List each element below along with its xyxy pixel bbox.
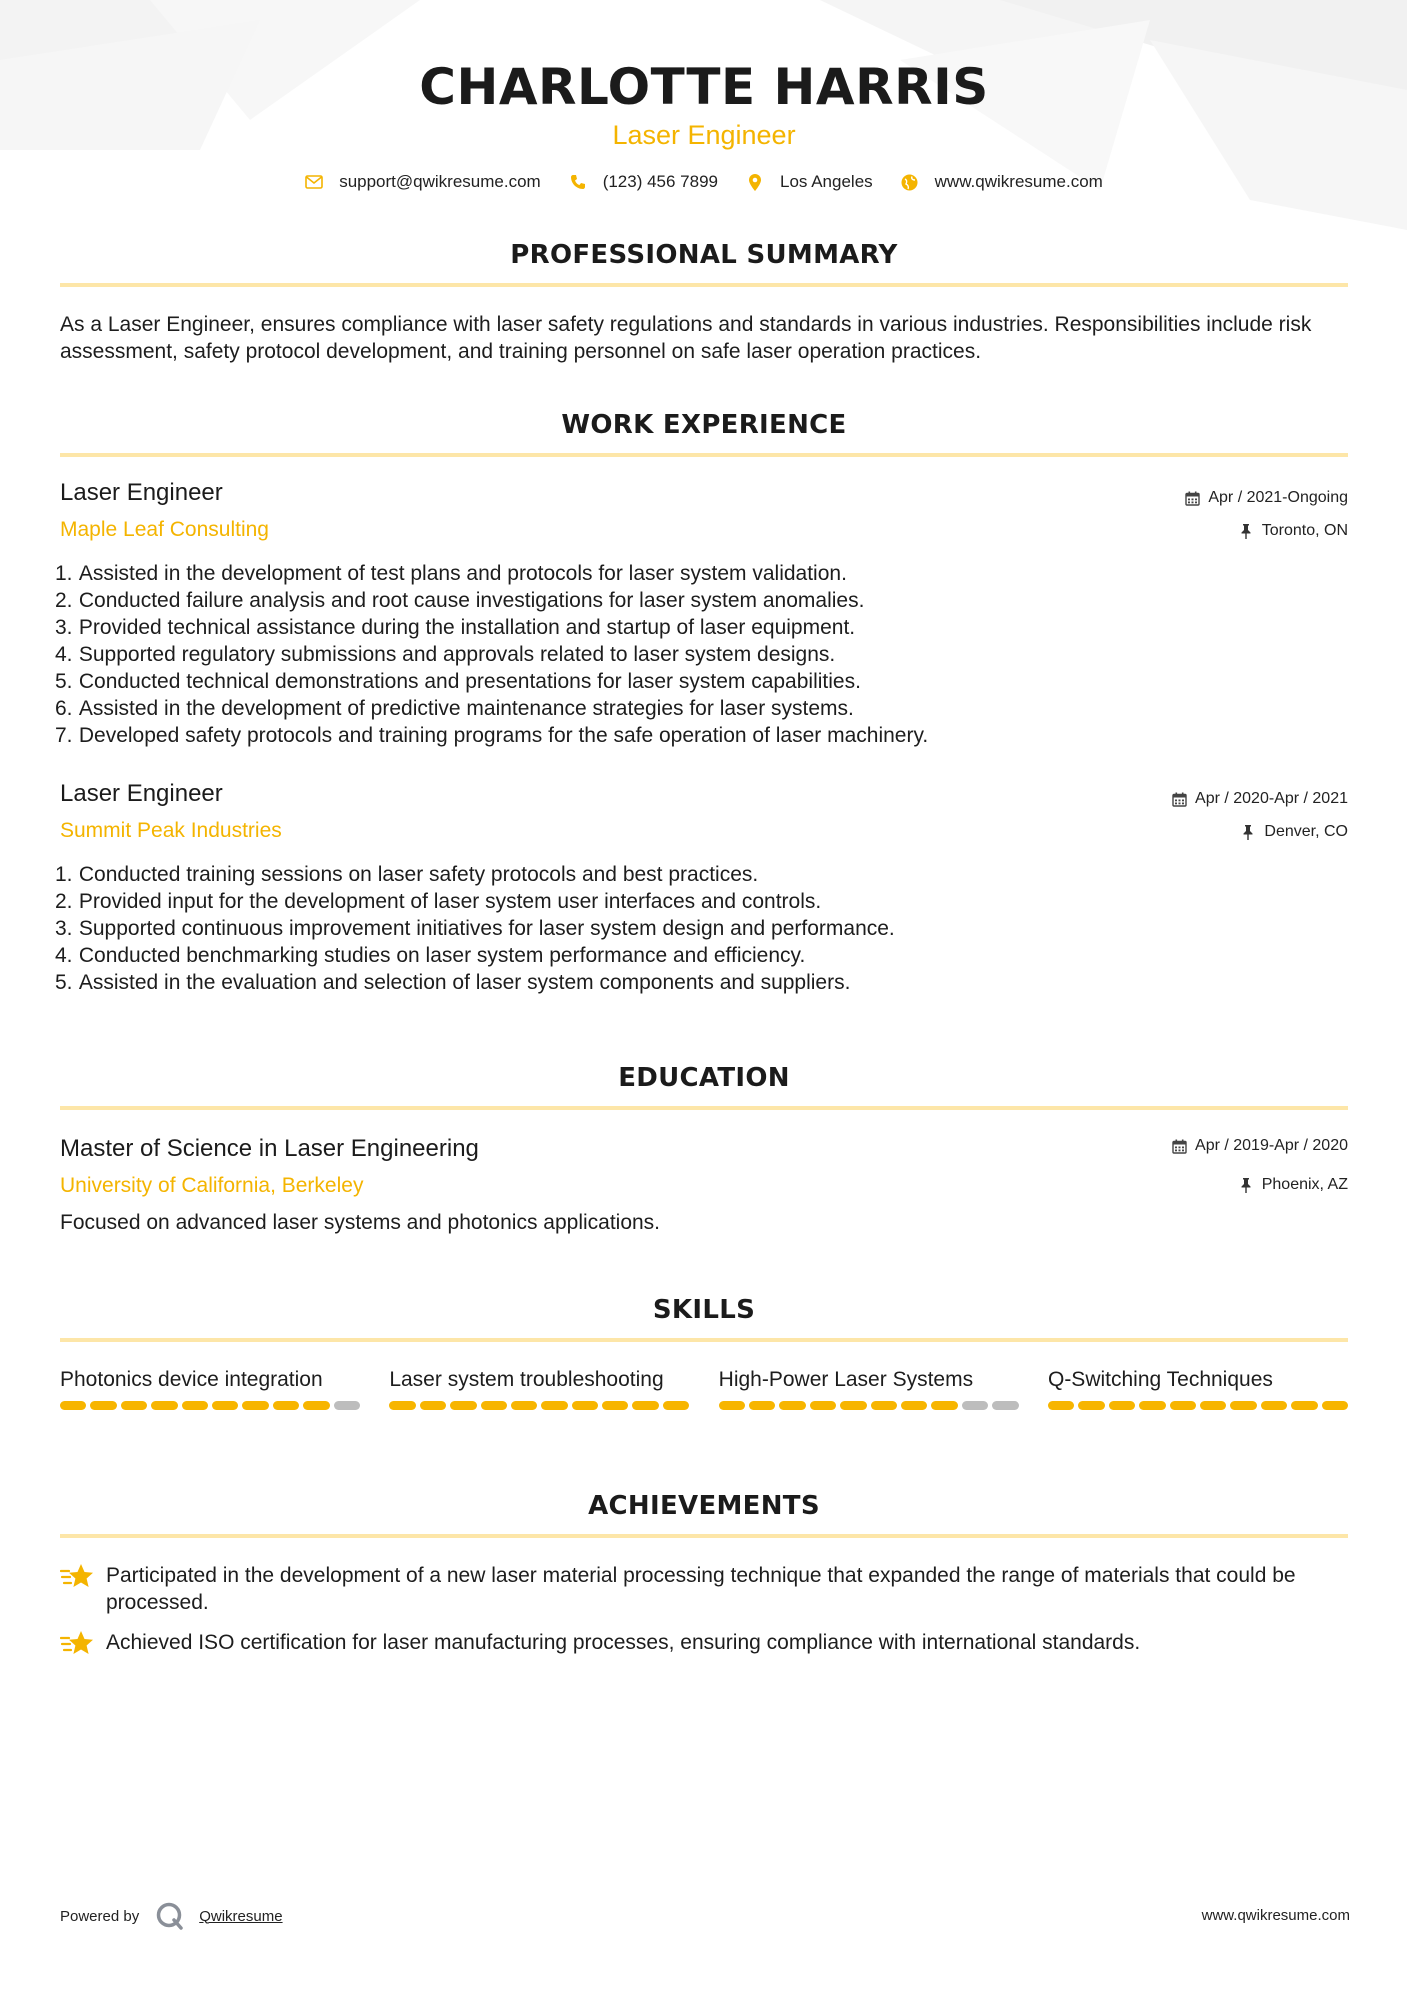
skill-rating-segment-filled [242, 1401, 268, 1410]
experience-heading: WORK EXPERIENCE [561, 410, 847, 440]
achievement-item [60, 1629, 1348, 1659]
skill-rating-segment-filled [1078, 1401, 1104, 1410]
education-degree: Master of Science in Laser Engineering [60, 1135, 479, 1162]
calendar-icon [1171, 1138, 1187, 1154]
skill-rating-segment-filled [840, 1401, 866, 1410]
skill-rating-bar [719, 1401, 1019, 1410]
skill-rating-segment-filled [182, 1401, 208, 1410]
skill-rating-segment-filled [901, 1401, 927, 1410]
skill-item [60, 1366, 360, 1410]
powered-by-text: Powered by [60, 1907, 140, 1925]
job-1-company: Maple Leaf Consulting [60, 518, 269, 541]
skill-label: Photonics device integration [60, 1368, 323, 1391]
skill-rating-segment-filled [719, 1401, 745, 1410]
phone-icon [569, 173, 587, 191]
summary-divider [60, 283, 1348, 287]
skill-rating-segment-filled [572, 1401, 598, 1410]
skill-rating-segment-filled [60, 1401, 86, 1410]
skill-rating-segment-filled [810, 1401, 836, 1410]
phone-text: (123) 456 7899 [602, 172, 719, 191]
list-item: 4. Supported regulatory submissions and approvals related to laser system designs. [55, 643, 836, 666]
contact-row [60, 172, 1348, 192]
education-heading: EDUCATION [618, 1063, 790, 1093]
skill-rating-segment-filled [1291, 1401, 1317, 1410]
achievement-text: Participated in the development of a new laser material processing technique that expanded the range of materials that could be processed. [106, 1564, 1296, 1614]
skill-item [719, 1366, 1019, 1410]
contact-website[interactable] [901, 172, 1103, 192]
list-item: 7. Developed safety protocols and training programs for the safe operation of laser machinery. [55, 724, 929, 747]
job-2-title: Laser Engineer [60, 780, 223, 807]
job-2-dates [1171, 790, 1348, 808]
list-item: 1. Assisted in the development of test plans and protocols for laser system validation. [55, 562, 847, 585]
job-1-title: Laser Engineer [60, 479, 223, 506]
skill-rating-segment-filled [541, 1401, 567, 1410]
job-2-location-text: Denver, CO [1264, 823, 1348, 840]
skill-rating-segment-empty [992, 1401, 1018, 1410]
skills-divider [60, 1338, 1348, 1342]
skill-rating-segment-filled [1109, 1401, 1135, 1410]
skill-rating-segment-filled [151, 1401, 177, 1410]
star-icon [60, 1629, 94, 1659]
skill-rating-segment-filled [1322, 1401, 1348, 1410]
job-2-dates-text: Apr / 2020-Apr / 2021 [1195, 790, 1348, 807]
skill-rating-segment-filled [779, 1401, 805, 1410]
globe-icon [901, 173, 919, 191]
list-item: 5. Conducted technical demonstrations and presentations for laser system capabilities. [55, 670, 861, 693]
calendar-icon [1171, 791, 1187, 807]
list-item: 1. Conducted training sessions on laser safety protocols and best practices. [55, 863, 759, 886]
skill-rating-segment-filled [871, 1401, 897, 1410]
skill-rating-segment-filled [90, 1401, 116, 1410]
skill-rating-segment-filled [273, 1401, 299, 1410]
footer-website[interactable]: www.qwikresume.com [1201, 1907, 1350, 1924]
skill-rating-segment-filled [1048, 1401, 1074, 1410]
education-dates-text: Apr / 2019-Apr / 2020 [1195, 1137, 1348, 1154]
job-2-location [1240, 823, 1348, 841]
job-2-responsibilities [55, 861, 1348, 996]
job-1-location [1238, 522, 1348, 540]
skill-rating-segment-filled [632, 1401, 658, 1410]
education-divider [60, 1106, 1348, 1110]
qwikresume-link[interactable]: Qwikresume [199, 1907, 283, 1925]
list-item: 6. Assisted in the development of predictive maintenance strategies for laser systems. [55, 697, 854, 720]
skill-label: Q-Switching Techniques [1047, 1368, 1273, 1391]
list-item: 3. Supported continuous improvement initiatives for laser system design and performance. [55, 917, 895, 940]
skills-grid [60, 1366, 1348, 1410]
contact-phone[interactable] [569, 172, 718, 192]
achievement-text: Achieved ISO certification for laser manufacturing processes, ensuring compliance with international standards. [106, 1631, 1141, 1654]
skill-item [389, 1366, 689, 1410]
skill-rating-segment-filled [303, 1401, 329, 1410]
job-1-responsibilities [55, 560, 1348, 749]
achievements-heading: ACHIEVEMENTS [588, 1491, 820, 1521]
skill-rating-bar [60, 1401, 360, 1410]
skill-label: High-Power Laser Systems [718, 1368, 974, 1391]
skill-rating-bar [389, 1401, 689, 1410]
job-1-location-text: Toronto, ON [1261, 522, 1348, 539]
skill-rating-segment-filled [1170, 1401, 1196, 1410]
list-item: 2. Provided input for the development of laser system user interfaces and controls. [55, 890, 822, 913]
contact-location [746, 172, 873, 192]
skill-rating-segment-filled [1200, 1401, 1226, 1410]
pushpin-icon [1238, 1177, 1254, 1193]
skills-heading: SKILLS [652, 1295, 756, 1325]
star-icon [60, 1562, 94, 1592]
skill-rating-segment-filled [389, 1401, 415, 1410]
education-location [1238, 1176, 1348, 1194]
candidate-name: CHARLOTTE HARRIS [419, 58, 989, 116]
list-item: 3. Provided technical assistance during the installation and startup of laser equipment. [55, 616, 856, 639]
education-location-text: Phoenix, AZ [1261, 1176, 1348, 1193]
skill-rating-segment-filled [450, 1401, 476, 1410]
skill-rating-segment-filled [931, 1401, 957, 1410]
skill-rating-segment-filled [511, 1401, 537, 1410]
education-school: University of California, Berkeley [60, 1174, 364, 1197]
skill-rating-segment-filled [1139, 1401, 1165, 1410]
skill-rating-segment-filled [420, 1401, 446, 1410]
summary-text: As a Laser Engineer, ensures compliance with laser safety regulations and standards in various industries. Responsibilities include risk assessment, safety protocol development, and training personnel on safe laser operation practices. [60, 313, 1312, 363]
qwikresume-logo-icon [155, 1901, 185, 1931]
map-pin-icon [746, 173, 764, 191]
skill-item [1048, 1366, 1348, 1410]
skill-rating-segment-filled [602, 1401, 628, 1410]
skill-rating-segment-empty [962, 1401, 988, 1410]
skill-rating-segment-filled [663, 1401, 689, 1410]
website-text: www.qwikresume.com [934, 172, 1103, 191]
job-1-dates [1184, 489, 1348, 507]
envelope-icon [305, 173, 323, 191]
skill-rating-segment-filled [749, 1401, 775, 1410]
skill-rating-segment-filled [1230, 1401, 1256, 1410]
summary-heading: PROFESSIONAL SUMMARY [510, 240, 898, 270]
education-dates [1171, 1137, 1348, 1155]
skill-rating-segment-filled [481, 1401, 507, 1410]
skill-label: Laser system troubleshooting [389, 1368, 664, 1391]
experience-divider [60, 453, 1348, 457]
skill-rating-segment-filled [212, 1401, 238, 1410]
footer-powered-by [60, 1901, 283, 1931]
location-text: Los Angeles [780, 172, 873, 191]
pushpin-icon [1238, 523, 1254, 539]
skill-rating-segment-filled [121, 1401, 147, 1410]
list-item: 2. Conducted failure analysis and root cause investigations for laser system anomalies. [55, 589, 865, 612]
pushpin-icon [1240, 824, 1256, 840]
email-text: support@qwikresume.com [339, 172, 541, 191]
education-description: Focused on advanced laser systems and photonics applications. [60, 1211, 661, 1234]
achievements-divider [60, 1534, 1348, 1538]
calendar-icon [1184, 490, 1200, 506]
job-1-dates-text: Apr / 2021-Ongoing [1208, 489, 1348, 506]
skill-rating-segment-empty [334, 1401, 360, 1410]
candidate-title: Laser Engineer [612, 120, 796, 150]
list-item: 5. Assisted in the evaluation and selection of laser system components and suppliers. [55, 971, 851, 994]
achievement-item [60, 1562, 1348, 1616]
skill-rating-bar [1048, 1401, 1348, 1410]
skill-rating-segment-filled [1261, 1401, 1287, 1410]
list-item: 4. Conducted benchmarking studies on laser system performance and efficiency. [55, 944, 806, 967]
job-2-company: Summit Peak Industries [60, 819, 282, 842]
contact-email[interactable] [305, 172, 541, 192]
